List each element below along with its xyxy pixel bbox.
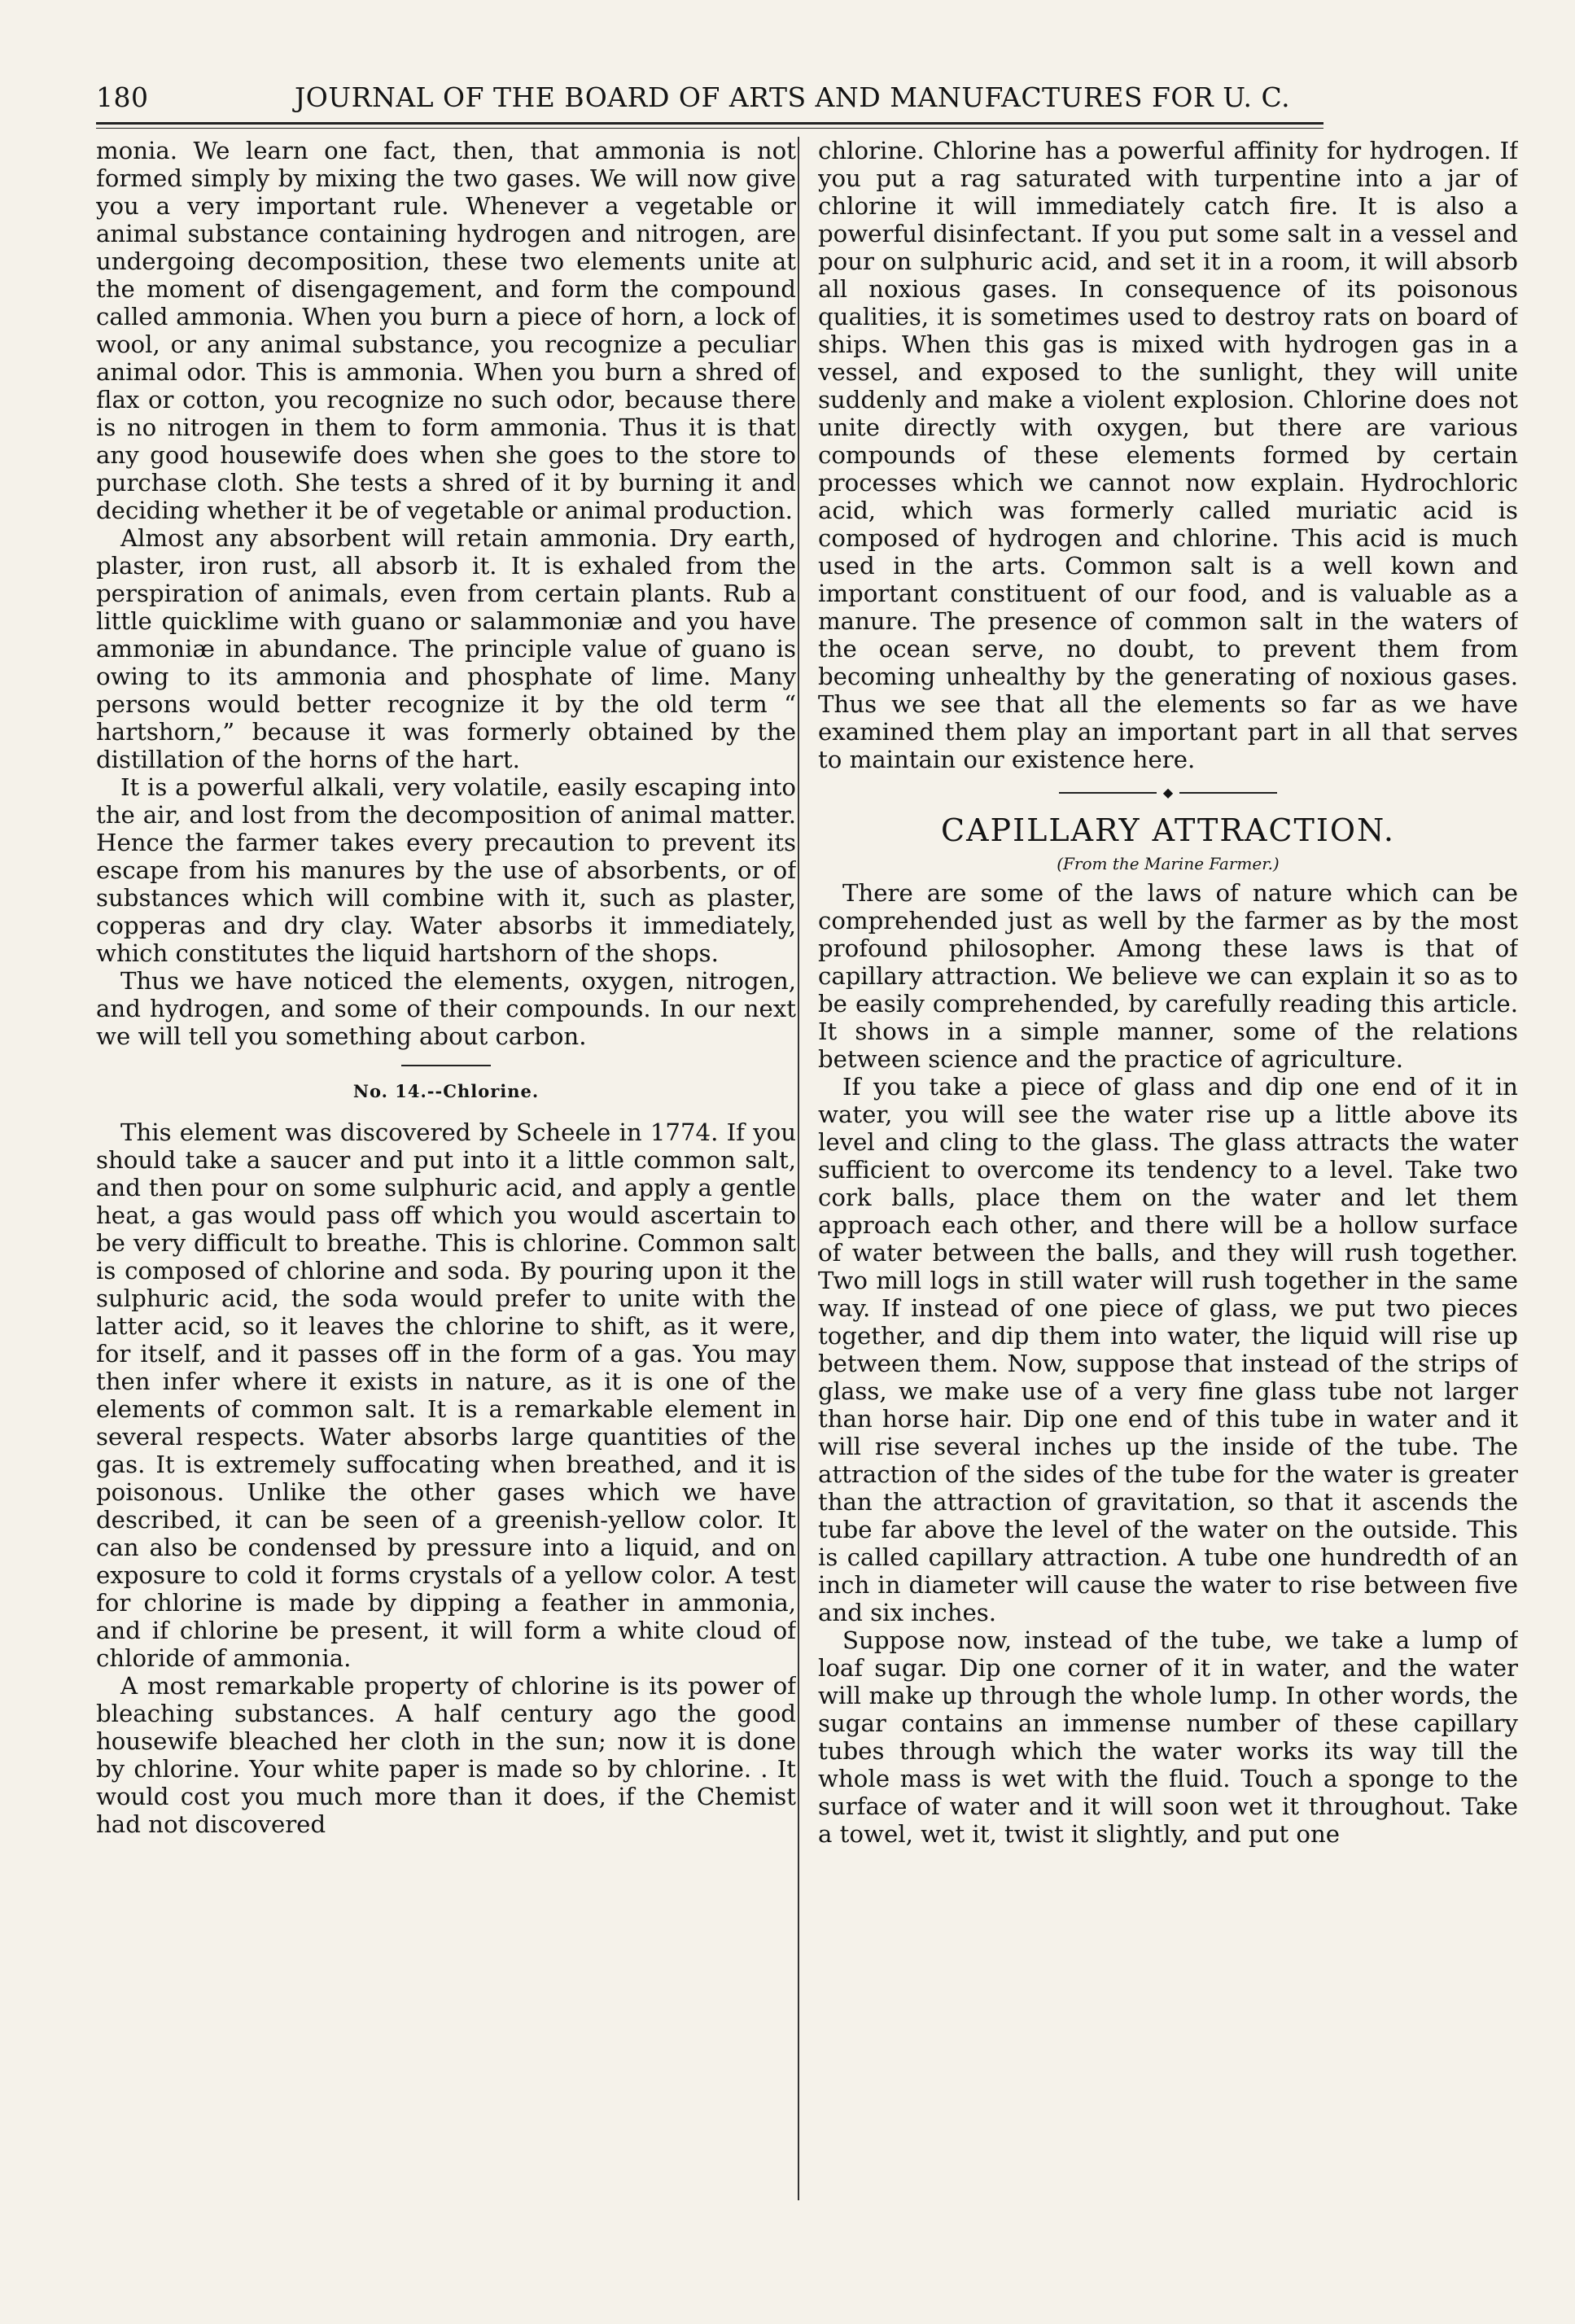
running-head: JOURNAL OF THE BOARD OF ARTS AND MANUFACTURES FOR U. C.	[295, 81, 1291, 113]
ornamental-rule	[818, 786, 1518, 799]
body-paragraph: Thus we have noticed the elements, oxygen, nitrogen, and hydrogen, and some of their compounds. In our next we will tell you something about carbon.	[96, 967, 796, 1050]
article-source: (From the Marine Farmer.)	[1057, 854, 1280, 873]
body-paragraph: There are some of the laws of nature which can be comprehended just as well by the farmer as by the most profound philosopher. Among these laws is that of capillary attraction. We believe we can explain it so as to be easily comprehended, by carefully reading this article. It shows in a simple manner, some of the relations between science and the practice of agriculture.	[818, 879, 1518, 1073]
body-paragraph: monia. We learn one fact, then, that ammonia is not formed simply by mixing the two gases. We will now give you a very important rule. Whenever a vegetable or animal substance containing hydrogen and nitrogen, are undergoing decomposition, these two elements unite at the moment of disengagement, and form the compound called ammonia. When you burn a piece of horn, a lock of wool, or any animal substance, you recognize a peculiar animal odor. This is ammonia. When you burn a shred of flax or cotton, you recognize no such odor, because there is no nitrogen in them to form ammonia. Thus it is that any good housewife does when she goes to the store to purchase cloth. She tests a shred of it by burning it and deciding whether it be of vegetable or animal production.	[96, 137, 796, 524]
body-paragraph: If you take a piece of glass and dip one end of it in water, you will see the water rise up a little above its level and cling to the glass. The glass attracts the water sufficient to overcome its tendency to a level. Take two cork balls, place them on the water and let them approach each other, and there will be a hollow surface of water between the balls, and they will rush together. Two mill logs in still water will rush together in the same way. If instead of one piece of glass, we put two pieces together, and dip them into water, the liquid will rise up between them. Now, suppose that instead of the strips of glass, we make use of a very fine glass tube not larger than horse hair. Dip one end of this tube in water and it will rise several inches up the inside of the tube. The attraction of the sides of the tube for the water is greater than the attraction of gravitation, so that it ascends the tube far above the level of the water on the outside. This is called capillary attraction. A tube one hundredth of an inch in diameter will cause the water to rise between five and six inches.	[818, 1073, 1518, 1626]
body-paragraph: A most remarkable property of chlorine is its power of bleaching substances. A half century ago the good housewife bleached her cloth in the sun; now it is done by chlorine. Your white paper is made so by chlorine. . It would cost you much more than it does, if the Chemist had not discovered	[96, 1672, 796, 1838]
section-subhead: No. 14.--Chlorine.	[352, 1081, 540, 1101]
right-column	[818, 137, 1518, 2208]
body-paragraph: This element was discovered by Scheele in 1774. If you should take a saucer and put into it a little common salt, and then pour on some sulphuric acid, and apply a gentle heat, a gas would pass off which you would ascertain to be very difficult to breathe. This is chlorine. Common salt is composed of chlorine and soda. By pouring upon it the sulphuric acid, the soda would prefer to unite with the latter acid, so it leaves the chlorine to shift, as it were, for itself, and it passes off in the form of a gas. You may then infer where it exists in nature, as it is one of the elements of common salt. It is a remarkable element in several respects. Water absorbs large quantities of the gas. It is extremely suffocating when breathed, and it is poisonous. Unlike the other gases which we have described, it can be seen of a greenish-yellow color. It can also be condensed by pressure into a liquid, and on exposure to cold it forms crystals of a yellow color. A test for chlorine is made by dipping a feather in ammonia, and if chlorine be present, it will form a white cloud of chloride of ammonia.	[96, 1118, 796, 1672]
header-rule-thick	[96, 122, 1323, 125]
header-rule-thin	[96, 128, 1323, 129]
page-header	[96, 81, 1325, 122]
section-rule	[401, 1065, 491, 1066]
body-paragraph: It is a powerful alkali, very volatile, easily escaping into the air, and lost from the decomposition of animal matter. Hence the farmer takes every precaution to prevent its escape from his manures by the use of absorbents, or of substances which will combine with it, such as plaster, copperas and dry clay. Water absorbs it immediately, which constitutes the liquid hartshorn of the shops.	[96, 773, 796, 967]
page-number: 180	[96, 81, 149, 113]
left-column	[96, 137, 796, 2208]
diamond-ornament-icon: ◆	[1162, 785, 1174, 800]
column-divider	[798, 137, 799, 2200]
article-title: CAPILLARY ATTRACTION.	[941, 812, 1395, 848]
body-paragraph: Suppose now, instead of the tube, we take a lump of loaf sugar. Dip one corner of it in water, and the water will make up through the whole lump. In other words, the sugar contains an immense number of these capillary tubes through which the water works its way till the whole mass is wet with the fluid. Touch a sponge to the surface of water and it will soon wet it throughout. Take a towel, wet it, twist it slightly, and put one	[818, 1626, 1518, 1848]
body-paragraph: Almost any absorbent will retain ammonia. Dry earth, plaster, iron rust, all absorb it. It is exhaled from the perspiration of animals, even from certain plants. Rub a little quicklime with guano or salammoniæ and you have ammoniæ in abundance. The principle value of guano is owing to its ammonia and phosphate of lime. Many persons would better recognize it by the old term “ hartshorn,” because it was formerly obtained by the distillation of the horns of the hart.	[96, 524, 796, 773]
body-paragraph: chlorine. Chlorine has a powerful affinity for hydrogen. If you put a rag saturated with turpentine into a jar of chlorine it will immediately catch fire. It is also a powerful disinfectant. If you put some salt in a vessel and pour on sulphuric acid, and set it in a room, it will absorb all noxious gases. In consequence of its poisonous qualities, it is sometimes used to destroy rats on board of ships. When this gas is mixed with hydrogen gas in a vessel, and exposed to the sunlight, they will unite suddenly and make a violent explosion. Chlorine does not unite directly with oxygen, but there are various compounds of these elements formed by certain processes which we cannot now explain. Hydrochloric acid, which was formerly called muriatic acid is composed of hydrogen and chlorine. This acid is much used in the arts. Common salt is a well kown and important constituent of our food, and is valuable as a manure. The presence of common salt in the waters of the ocean serve, no doubt, to prevent them from becoming unhealthy by the generating of noxious gases. Thus we see that all the elements so far as we have examined them play an important part in all that serves to maintain our existence here.	[818, 137, 1518, 773]
